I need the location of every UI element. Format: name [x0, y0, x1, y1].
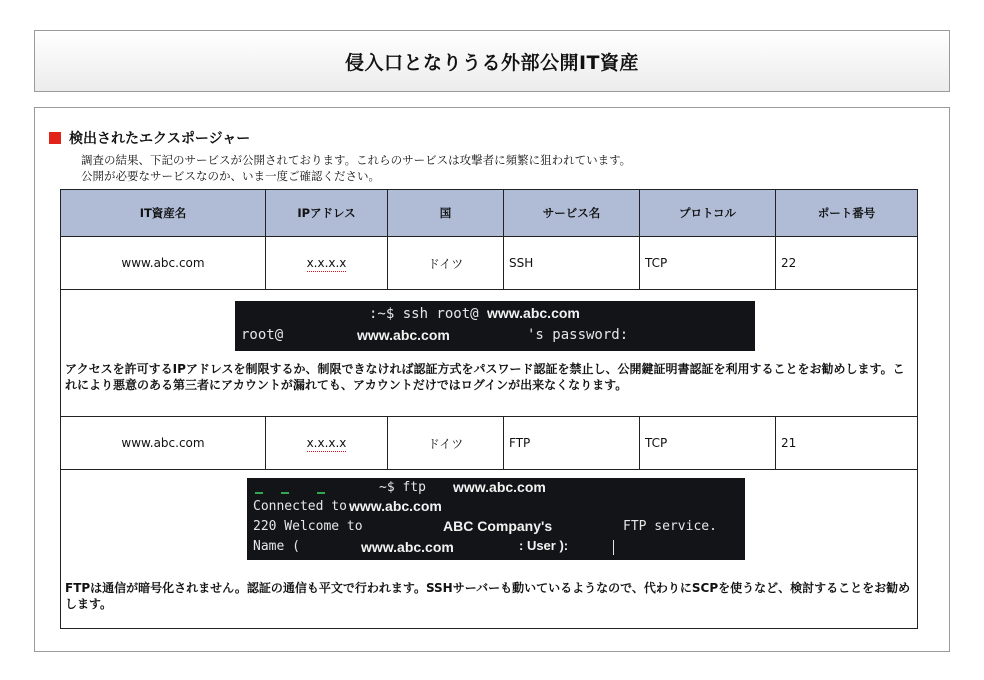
section-header	[49, 128, 250, 148]
detail-row	[61, 290, 918, 417]
table-row	[61, 417, 918, 470]
terminal-prompt: ~$ ftp	[379, 480, 426, 495]
cursor-icon	[613, 540, 614, 555]
terminal-password-prompt: 's password:	[527, 327, 629, 343]
terminal-welcome: 220 Welcome to	[253, 519, 363, 534]
terminal-user: : User ):	[519, 538, 569, 553]
ip-value: x.x.x.x	[306, 436, 347, 450]
intro-text	[81, 152, 631, 184]
terminal-service: FTP service.	[623, 519, 717, 534]
terminal-user: root@	[241, 327, 284, 343]
intro-line: 公開が必要なサービスなのか、いま一度ご確認ください。	[81, 169, 380, 183]
column-header-protocol: プロトコル	[640, 190, 776, 237]
cell-port: 22	[776, 237, 918, 290]
detail-row	[61, 470, 918, 629]
cell-ip	[266, 237, 388, 290]
recommendation-note: FTPは通信が暗号化されません。認証の通信も平文で行われます。SSHサーバーも動いているようなので、代わりにSCPを使うなど、検討することをお勧めします。	[65, 581, 911, 611]
cell-country: ドイツ	[388, 417, 504, 470]
column-header-service: サービス名	[504, 190, 640, 237]
cell-protocol: TCP	[640, 237, 776, 290]
terminal-host: www.abc.com	[361, 539, 454, 555]
column-header-country: 国	[388, 190, 504, 237]
table-row	[61, 237, 918, 290]
ssh-terminal-screenshot	[235, 301, 755, 351]
terminal-connected: Connected to	[253, 499, 347, 514]
cell-ip	[266, 417, 388, 470]
cell-service: SSH	[504, 237, 640, 290]
terminal-line	[369, 305, 580, 322]
recommendation-note: アクセスを許可するIPアドレスを制限するか、制限できなければ認証方式をパスワード認証を禁止し、公開鍵証明書認証を利用することをお勧めします。これにより悪意のある第三者にアカウントが漏れても、アカウントだけではログインが出来なくなります。	[65, 362, 905, 392]
terminal-decoration	[255, 492, 263, 494]
page-title-banner	[34, 30, 950, 92]
asset-table	[60, 189, 918, 629]
bullet-square-icon	[49, 132, 61, 144]
cell-asset: www.abc.com	[61, 237, 266, 290]
terminal-decoration	[317, 492, 325, 494]
cell-asset: www.abc.com	[61, 417, 266, 470]
column-header-port: ポート番号	[776, 190, 918, 237]
section-heading: 検出されたエクスポージャー	[69, 131, 251, 147]
terminal-host: www.abc.com	[357, 327, 450, 343]
intro-line: 調査の結果、下記のサービスが公開されております。これらのサービスは攻撃者に頻繁に狙われています。	[81, 153, 632, 167]
terminal-host: www.abc.com	[349, 498, 442, 514]
terminal-name-prompt: Name (	[253, 539, 300, 554]
content-panel	[34, 107, 950, 652]
column-header-ip: IPアドレス	[266, 190, 388, 237]
column-header-asset: IT資産名	[61, 190, 266, 237]
page-title: 侵入口となりうる外部公開IT資産	[344, 51, 640, 74]
detail-cell	[61, 290, 918, 417]
cell-protocol: TCP	[640, 417, 776, 470]
terminal-host: www.abc.com	[453, 479, 546, 495]
cell-port: 21	[776, 417, 918, 470]
terminal-decoration	[281, 492, 289, 494]
detail-cell	[61, 470, 918, 629]
table-header-row	[61, 190, 918, 237]
cell-service: FTP	[504, 417, 640, 470]
cell-country: ドイツ	[388, 237, 504, 290]
terminal-prompt: :~$ ssh root@	[369, 306, 479, 322]
ip-value: x.x.x.x	[306, 256, 347, 270]
terminal-host: www.abc.com	[487, 305, 580, 321]
terminal-company: ABC Company's	[443, 518, 553, 534]
ftp-terminal-screenshot	[247, 478, 745, 560]
